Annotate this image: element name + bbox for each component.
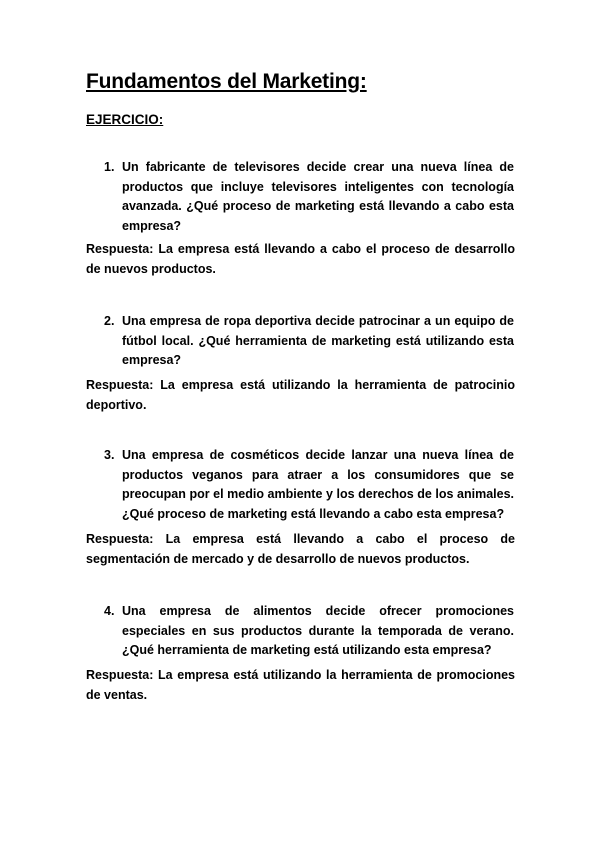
question-text: Un fabricante de televisores decide crear una nueva línea de productos que incluye televisores inteligentes con tecnología avanzada. ¿Qué proceso de marketing está llevando a cabo esta empresa? (122, 160, 514, 233)
answer-3: Respuesta: La empresa está llevando a cabo el proceso de segmentación de mercado y de desarrollo de nuevos productos. (86, 532, 515, 566)
question-3 (104, 446, 514, 524)
question-number: 2. (104, 314, 115, 328)
question-4 (104, 602, 514, 661)
question-number: 1. (104, 160, 115, 174)
question-1 (104, 158, 514, 236)
question-number: 4. (104, 604, 115, 618)
answer-2: Respuesta: La empresa está utilizando la herramienta de patrocinio deportivo. (86, 378, 515, 412)
question-text: Una empresa de cosméticos decide lanzar una nueva línea de productos veganos para atraer a los consumidores que se preocupan por el medio ambiente y los derechos de los animales. ¿Qué proceso de marketing está llevando a cabo esta empresa? (122, 448, 514, 521)
question-text: Una empresa de ropa deportiva decide patrocinar a un equipo de fútbol local. ¿Qué herramienta de marketing está utilizando esta empresa? (122, 314, 514, 367)
answer-4: Respuesta: La empresa está utilizando la herramienta de promociones de ventas. (86, 668, 515, 702)
page-title: Fundamentos del Marketing: (86, 70, 367, 93)
question-number: 3. (104, 448, 115, 462)
answer-1: Respuesta: La empresa está llevando a cabo el proceso de desarrollo de nuevos productos. (86, 242, 515, 276)
question-text: Una empresa de alimentos decide ofrecer promociones especiales en sus productos durante la temporada de verano. ¿Qué herramienta de marketing está utilizando esta empresa? (122, 604, 514, 657)
section-heading: EJERCICIO: (86, 112, 164, 127)
question-2 (104, 312, 514, 371)
